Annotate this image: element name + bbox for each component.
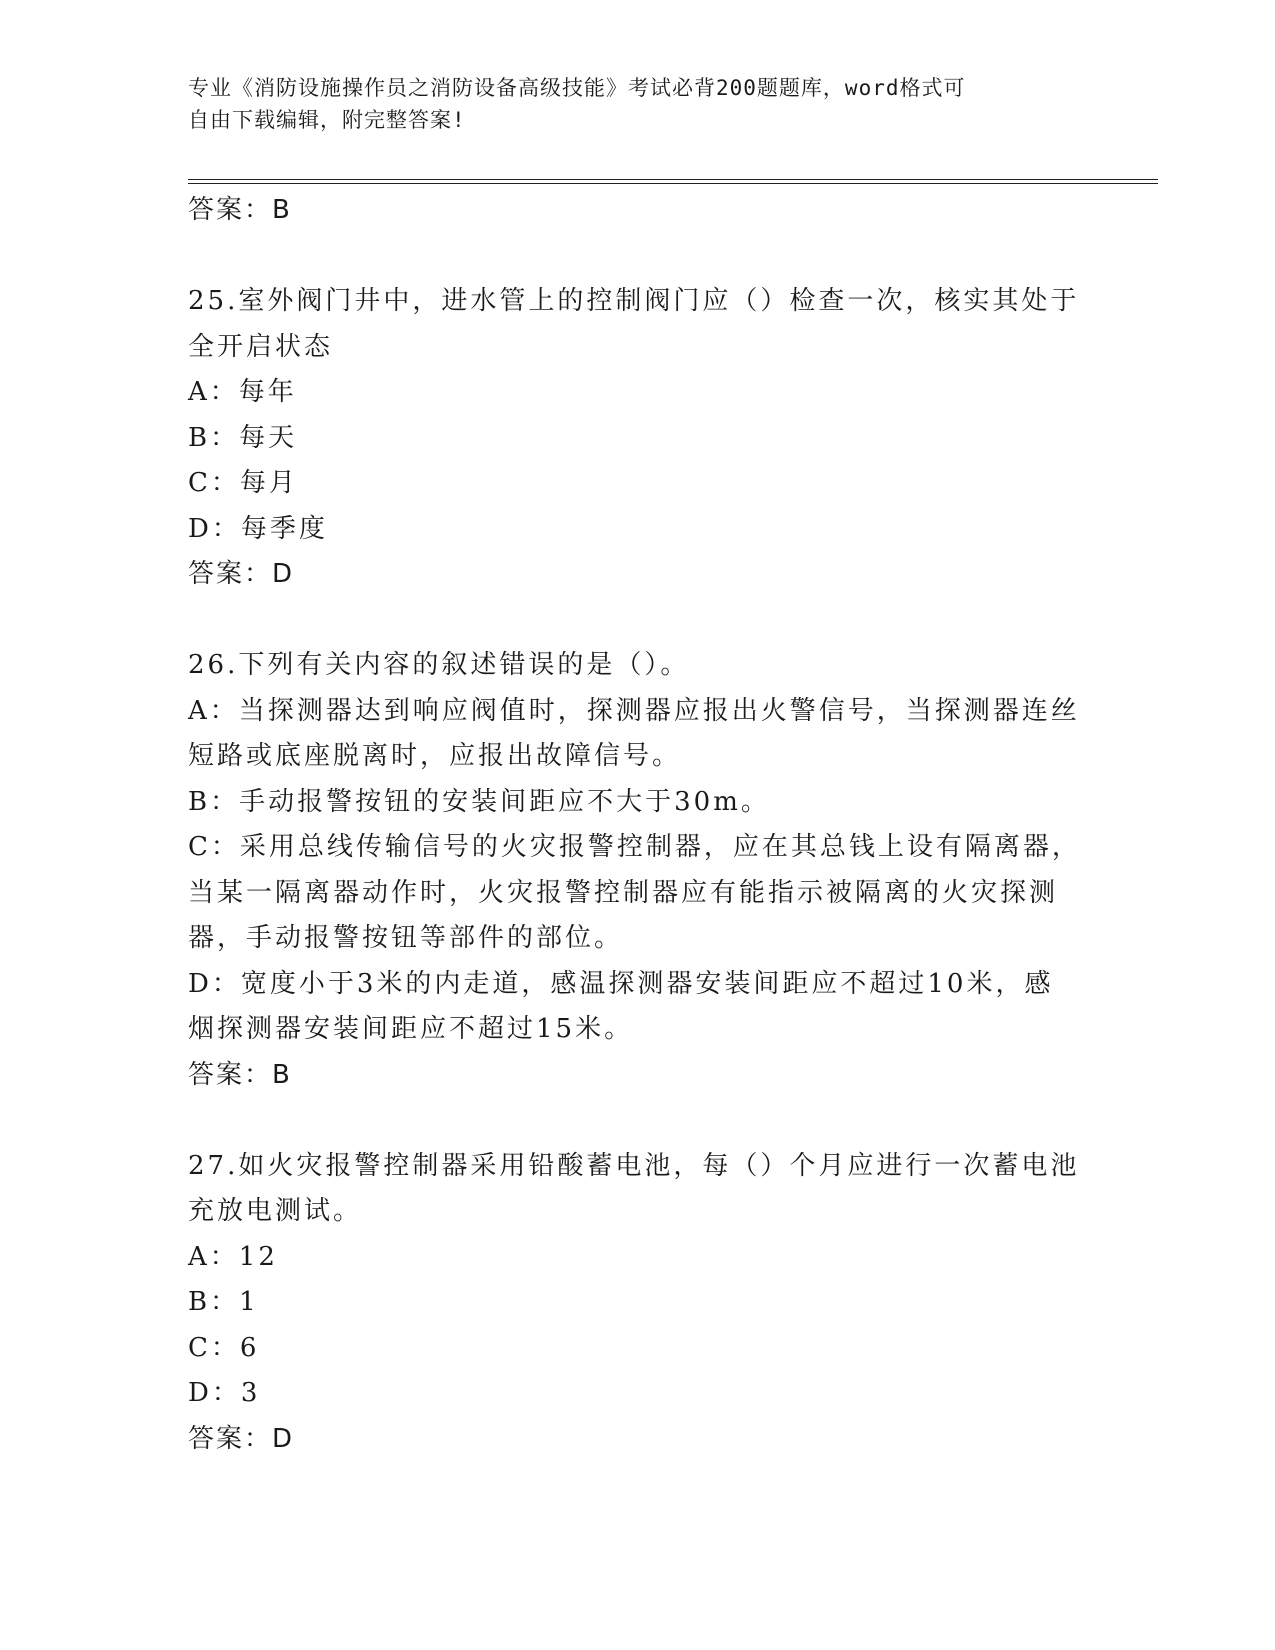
answer: 答案：D — [188, 559, 295, 589]
spacer — [188, 234, 1078, 280]
spacer — [188, 598, 1078, 644]
option-b: B：每天 — [188, 422, 298, 453]
option-a: A：每年 — [188, 377, 297, 407]
option-d: D：每季度 — [188, 513, 328, 544]
option-c: C：6 — [188, 1332, 260, 1363]
option-d: D：宽度小于3米的内走道，感温探测器安装间距应不超过10米，感 — [188, 968, 1054, 999]
option-d: D：3 — [188, 1378, 261, 1408]
option-a: A：12 — [188, 1241, 278, 1272]
question-stem-line: 全开启状态 — [188, 331, 334, 362]
previous-answer: 答案：B — [188, 195, 292, 225]
option-c-continued: 当某一隔离器动作时，火灾报警控制器应有能指示被隔离的火灾探测 — [188, 877, 1059, 908]
question-25 — [188, 279, 1078, 598]
question-stem-line: 25.室外阀门井中，进水管上的控制阀门应（）检查一次，核实其处于 — [188, 286, 1080, 316]
spacer — [188, 1098, 1078, 1144]
header-line-2: 自由下载编辑，附完整答案! — [188, 108, 466, 132]
question-stem-line: 26.下列有关内容的叙述错误的是（）。 — [188, 650, 690, 680]
header-line-1: 专业《消防设施操作员之消防设备高级技能》考试必背200题题库，word格式可 — [188, 76, 966, 100]
question-list — [188, 188, 1081, 1462]
question-stem-line: 充放电测试。 — [188, 1196, 363, 1226]
answer: 答案：D — [188, 1423, 295, 1454]
option-b: B：1 — [188, 1287, 259, 1317]
option-d-continued: 烟探测器安装间距应不超过15米。 — [188, 1014, 634, 1044]
option-b: B：手动报警按钮的安装间距应不大于30m。 — [188, 786, 770, 817]
option-a: A：当探测器达到响应阀值时，探测器应报出火警信号，当探测器连丝 — [188, 695, 1080, 726]
document-header — [188, 72, 1068, 136]
option-a-continued: 短路或底座脱离时，应报出故障信号。 — [188, 741, 682, 771]
question-stem-line: 27.如火灾报警控制器采用铅酸蓄电池，每（）个月应进行一次蓄电池 — [188, 1150, 1080, 1181]
question-27 — [188, 1144, 1078, 1463]
header-divider — [188, 179, 1158, 184]
option-c: C：采用总线传输信号的火灾报警控制器，应在其总钱上设有隔离器， — [188, 832, 1081, 862]
answer: 答案：B — [188, 1059, 292, 1090]
option-c-continued: 器，手动报警按钮等部件的部位。 — [188, 923, 624, 953]
option-c: C：每月 — [188, 468, 298, 498]
question-26 — [188, 643, 1081, 1098]
